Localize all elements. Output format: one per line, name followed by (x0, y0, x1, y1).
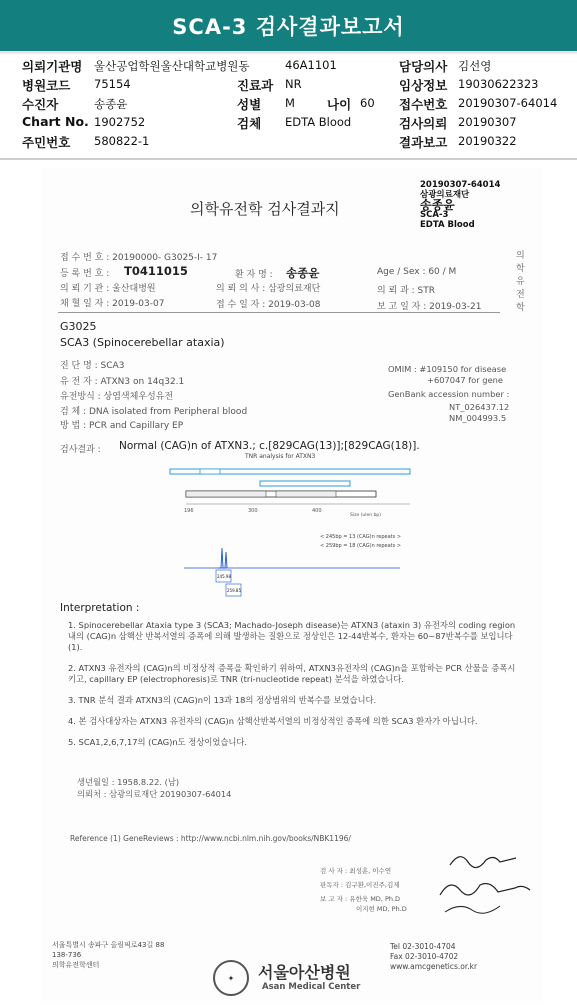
interp-item-1: 1. Spinocerebellar Ataxia type 3 (SCA3; Machado-Joseph disease)는 ATXN3 (ataxin 3) 유전자의 coding region 내의 (CAG)n 삼핵산 반복서열의 증폭에 의해 발생하는 질환으로 정상인은 12-44반복수, 환자는 60~87반복수를 보입니다 (1). (68, 620, 516, 652)
section-divider (0, 158, 577, 160)
report-label: 결과보고 (399, 135, 448, 150)
dept-value: NR (285, 77, 302, 91)
tick-400: 400 (312, 508, 322, 514)
peak-label-1: 245.98 (217, 574, 231, 579)
stamp-line-4: SCA-3 (420, 210, 449, 220)
address-block (52, 940, 164, 970)
interpretation-title: Interpretation : (60, 602, 140, 614)
hospcode-value: 75154 (94, 77, 131, 91)
address-line-1: 서울특별시 송파구 올림픽로43길 88 (52, 941, 165, 949)
genbank-nm: NM_004993.5 (449, 413, 507, 423)
age-value: 60 (360, 96, 375, 110)
result-text: Normal (CAG)n of ATXN3.; c.[829CAG(13)];[829CAG(18)]. (119, 440, 420, 452)
doctor-label: 담당의사 (399, 59, 448, 74)
annotation-13: < 245bp = 13 (CAG)n repeats > (320, 534, 402, 540)
sheet-org: 의 뢰 기 관 : 울산대병원 (60, 284, 156, 294)
rrn-value: 580822-1 (94, 134, 150, 148)
doctor-value: 김선영 (458, 59, 492, 73)
patient-value: 송종윤 (94, 97, 128, 111)
receipt-value: 20190307-64014 (458, 96, 558, 110)
tnr-electropherogram (150, 436, 420, 608)
sex-label: 성별 (237, 97, 262, 112)
result-label: 검사결과 : (60, 445, 101, 455)
sheet-ward: 의 뢰 과 : STR (377, 286, 436, 296)
logo-en: Asan Medical Center (262, 982, 361, 992)
interp-item-2: 2. ATXN3 유전자의 (CAG)n의 비정상적 증폭을 확인하기 위하여, ATXN3유전자의 (CAG)n을 포함하는 PCR 산물을 증폭시키고, capillary EP (electrophoresis)로 TNR (tri-nucleotide repeat) 분석을 하였습니다. (68, 663, 516, 684)
annotation-18: < 259bp = 18 (CAG)n repeats > (320, 543, 402, 549)
chart-no-value: 1902752 (94, 115, 146, 129)
logo-kr: 서울아산병원 (258, 963, 351, 982)
tick-300: 300 (248, 508, 258, 514)
stamp-line-1: 20190307-64014 (420, 180, 501, 190)
requester-2: 의뢰처 : 삼광의료재단 20190307-64014 (77, 789, 232, 799)
sex-value: M (285, 96, 295, 110)
hospital-logo-icon: ✦ (213, 960, 249, 996)
request-value: 20190307 (458, 115, 517, 129)
sca3-mutant-box (276, 491, 336, 497)
gene: 유 전 자 : ATXN3 on 14q32.1 (60, 377, 185, 387)
sign-line-3: 보 고 자 : 유한욱 MD, Ph.D (320, 895, 401, 903)
reg-no-label: 등 록 번 호 : (60, 269, 110, 279)
hospital-value: 울산공업학원울산대학교병원동 (94, 59, 250, 73)
diagnosis: 진 단 명 : SCA3 (60, 361, 125, 371)
sample-stamp (420, 180, 500, 230)
test-code: G3025 (60, 320, 97, 333)
tel: Tel 02-3010-4704 (390, 942, 456, 951)
request-label: 검사의뢰 (399, 116, 448, 131)
dept-label: 진료과 (237, 78, 274, 93)
patient-name: 송종윤 (286, 266, 320, 280)
sheet-title: 의학유전학 검사결과지 (190, 200, 340, 218)
sheet-requester: 의 뢰 의 사 : 삼광의료재단 (216, 284, 321, 294)
chart-no-label: Chart No. (22, 114, 89, 129)
report-value: 20190322 (458, 134, 517, 148)
stamp-line-5: EDTA Blood (420, 220, 475, 230)
collect-date: 채 혈 일 자 : 2019-03-07 (60, 299, 165, 309)
genbank-label: GenBank accession number : (388, 389, 510, 399)
code-a-value: 46A1101 (285, 58, 337, 72)
sheet-rule (58, 312, 500, 313)
receipt-date: 접 수 일 자 : 2019-03-08 (216, 300, 321, 310)
address-line-2: 138-736 (52, 951, 82, 959)
interp-item-3: 3. TNR 분석 결과 ATXN3의 (CAG)n이 13과 18의 정상범위의 반복수를 보였습니다. (68, 695, 377, 705)
report-title-bar (0, 0, 577, 54)
specimen-value: EDTA Blood (285, 115, 352, 129)
sign-line-4: 이지현 MD, Ph.D (356, 905, 407, 913)
address-line-3: 의학유전학센터 (52, 961, 100, 969)
tick-196: 196 (184, 508, 194, 514)
patient-info-panel (22, 56, 572, 151)
omim-gene: +607047 for gene (427, 375, 504, 385)
rrn-label: 주민번호 (22, 135, 71, 150)
clinical-label: 임상정보 (399, 78, 448, 93)
fax: Fax 02-3010-4702 (390, 952, 459, 961)
specimen-label: 검체 (237, 116, 262, 131)
peak-trace (218, 548, 227, 568)
sign-line-1: 검 사 자 : 최성훈, 이수연 (320, 867, 392, 875)
method: 방 법 : PCR and Capillary EP (60, 421, 184, 431)
genbank-nt: NT_026437.12 (449, 402, 510, 412)
stamp-line-2: 삼광의료재단 (420, 190, 470, 200)
dob: 생년월일 : 1958.8.22. (남) (77, 777, 180, 787)
clinical-value: 19030622323 (458, 77, 539, 91)
axis-label: Size (ulen bp) (350, 513, 382, 518)
report-date: 보 고 일 자 : 2019-03-21 (377, 302, 482, 312)
reference: Reference (1) GeneReviews : http://www.ncbi.nlm.nih.gov/books/NBK1196/ (70, 834, 351, 843)
omim: OMIM : #109150 for disease (388, 364, 507, 374)
website: www.amcgenetics.or.kr (390, 962, 478, 971)
side-label: 의학유전학 (516, 251, 525, 313)
signature-marks (420, 840, 550, 920)
chart-title: TNR analysis for ATXN3 (245, 453, 316, 460)
patient-name-label: 환 자 명 : (235, 270, 273, 280)
reg-no: T0411015 (124, 264, 188, 278)
interp-item-4: 4. 본 검사대상자는 ATXN3 유전자의 (CAG)n 삼핵산반복서열의 비정상적인 증폭에 의한 SCA3 환자가 아닙니다. (68, 716, 478, 726)
hospital-label: 의뢰기관명 (22, 59, 83, 74)
hospcode-label: 병원코드 (22, 78, 71, 93)
age-sex: Age / Sex : 60 / M (377, 267, 457, 277)
age-label: 나이 (327, 97, 352, 112)
contact-block (390, 942, 477, 972)
marker-track-2 (260, 481, 350, 486)
sheet-receipt-no: 접 수 번 호 : 20190000- G3025-I- 17 (60, 253, 218, 263)
test-name: SCA3 (Spinocerebellar ataxia) (60, 336, 225, 349)
sample-type: 검 체 : DNA isolated from Peripheral blood (60, 407, 248, 417)
sca3-normal-box (186, 491, 266, 497)
marker-normal (200, 469, 220, 474)
receipt-label: 접수번호 (399, 97, 448, 112)
interp-item-5: 5. SCA1,2,6,7,17의 (CAG)n도 정상이었습니다. (68, 737, 248, 747)
interpretation-list (68, 620, 518, 758)
report-title: SCA-3 검사결과보고서 (172, 14, 405, 39)
peak-label-2: 259.85 (227, 588, 241, 593)
sign-line-2: 판독자 : 김구환,이진주,김제 (320, 881, 400, 889)
inheritance: 유전방식 : 상염색체우성유전 (60, 392, 174, 402)
patient-label: 수진자 (22, 97, 59, 112)
stamp-line-3: 송종윤 (420, 198, 455, 212)
